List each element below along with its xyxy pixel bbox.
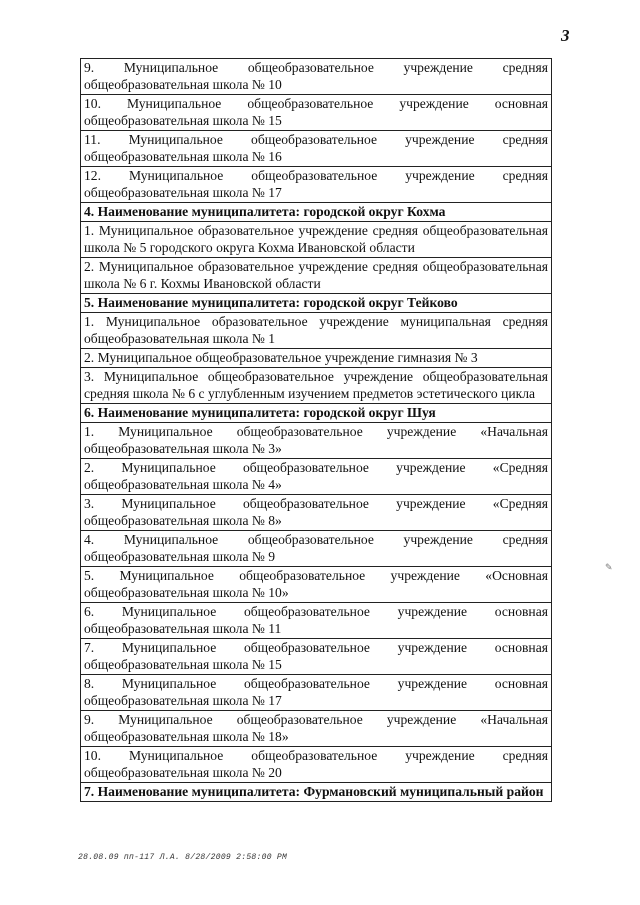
document-footer: 28.08.09 пп-117 Л.А. 8/28/2009 2:58:00 PM [78, 853, 288, 862]
schools-table [80, 58, 552, 802]
school-row [81, 567, 552, 603]
school-row [81, 675, 552, 711]
school-row [81, 423, 552, 459]
school-cell [81, 95, 552, 131]
school-cell [81, 531, 552, 567]
school-name: 2. Муниципальное общеобразовательное учреждение гимназия № 3 [84, 350, 478, 365]
school-cell [81, 258, 552, 294]
school-cell [81, 747, 552, 783]
municipality-name: 4. Наименование муниципалитета: городской округ Кохма [84, 204, 446, 219]
school-cell [81, 368, 552, 404]
school-name: 7. Муниципальное общеобразовательное учреждение основная общеобразовательная школа № 15 [84, 640, 548, 672]
school-cell [81, 313, 552, 349]
school-name: 11. Муниципальное общеобразовательное учреждение средняя общеобразовательная школа № 16 [84, 132, 548, 164]
school-row [81, 167, 552, 203]
school-cell [81, 711, 552, 747]
school-row [81, 131, 552, 167]
municipality-header-cell [81, 404, 552, 423]
school-row [81, 747, 552, 783]
school-row [81, 531, 552, 567]
school-name: 3. Муниципальное общеобразовательное учреждение общеобразовательная средняя школа № 6 с углубленным изучением предметов эстетического цикла [84, 369, 548, 401]
school-name: 9. Муниципальное общеобразовательное учреждение средняя общеобразовательная школа № 10 [84, 60, 548, 92]
municipality-header-row [81, 783, 552, 802]
school-name: 9. Муниципальное общеобразовательное учреждение «Начальная общеобразовательная школа № 18» [84, 712, 548, 744]
school-row [81, 368, 552, 404]
page-number: 3 [561, 26, 570, 45]
schools-table-body [81, 59, 552, 802]
school-name: 2. Муниципальное общеобразовательное учреждение «Средняя общеобразовательная школа № 4» [84, 460, 548, 492]
school-row [81, 603, 552, 639]
school-row [81, 349, 552, 368]
school-row [81, 59, 552, 95]
school-cell [81, 567, 552, 603]
school-name: 6. Муниципальное общеобразовательное учреждение основная общеобразовательная школа № 11 [84, 604, 548, 636]
municipality-name: 5. Наименование муниципалитета: городской округ Тейково [84, 295, 458, 310]
school-row [81, 495, 552, 531]
school-name: 1. Муниципальное образовательное учреждение средняя общеобразовательная школа № 5 городского округа Кохма Ивановской области [84, 223, 548, 255]
scan-mark: ✎ [605, 562, 613, 572]
school-name: 10. Муниципальное общеобразовательное учреждение основная общеобразовательная школа № 15 [84, 96, 548, 128]
school-name: 3. Муниципальное общеобразовательное учреждение «Средняя общеобразовательная школа № 8» [84, 496, 548, 528]
municipality-name: 7. Наименование муниципалитета: Фурмановский муниципальный район [84, 784, 544, 799]
municipality-header-cell [81, 294, 552, 313]
school-cell [81, 459, 552, 495]
school-name: 1. Муниципальное образовательное учреждение муниципальная средняя общеобразовательная школа № 1 [84, 314, 548, 346]
municipality-header-cell [81, 203, 552, 222]
municipality-header-row [81, 203, 552, 222]
school-cell [81, 131, 552, 167]
school-cell [81, 222, 552, 258]
school-row [81, 313, 552, 349]
school-name: 10. Муниципальное общеобразовательное учреждение средняя общеобразовательная школа № 20 [84, 748, 548, 780]
school-cell [81, 603, 552, 639]
school-name: 1. Муниципальное общеобразовательное учреждение «Начальная общеобразовательная школа № 3» [84, 424, 548, 456]
school-row [81, 222, 552, 258]
school-cell [81, 495, 552, 531]
school-name: 4. Муниципальное общеобразовательное учреждение средняя общеобразовательная школа № 9 [84, 532, 548, 564]
school-row [81, 711, 552, 747]
school-name: 8. Муниципальное общеобразовательное учреждение основная общеобразовательная школа № 17 [84, 676, 548, 708]
municipality-header-row [81, 404, 552, 423]
school-row [81, 459, 552, 495]
municipality-name: 6. Наименование муниципалитета: городской округ Шуя [84, 405, 436, 420]
school-name: 5. Муниципальное общеобразовательное учреждение «Основная общеобразовательная школа № 10» [84, 568, 548, 600]
school-row [81, 95, 552, 131]
municipality-header-cell [81, 783, 552, 802]
school-cell [81, 59, 552, 95]
school-cell [81, 167, 552, 203]
school-name: 2. Муниципальное образовательное учреждение средняя общеобразовательная школа № 6 г. Кохмы Ивановской области [84, 259, 548, 291]
school-cell [81, 423, 552, 459]
school-row [81, 639, 552, 675]
school-cell [81, 349, 552, 368]
municipality-header-row [81, 294, 552, 313]
school-row [81, 258, 552, 294]
school-cell [81, 675, 552, 711]
school-cell [81, 639, 552, 675]
school-name: 12. Муниципальное общеобразовательное учреждение средняя общеобразовательная школа № 17 [84, 168, 548, 200]
